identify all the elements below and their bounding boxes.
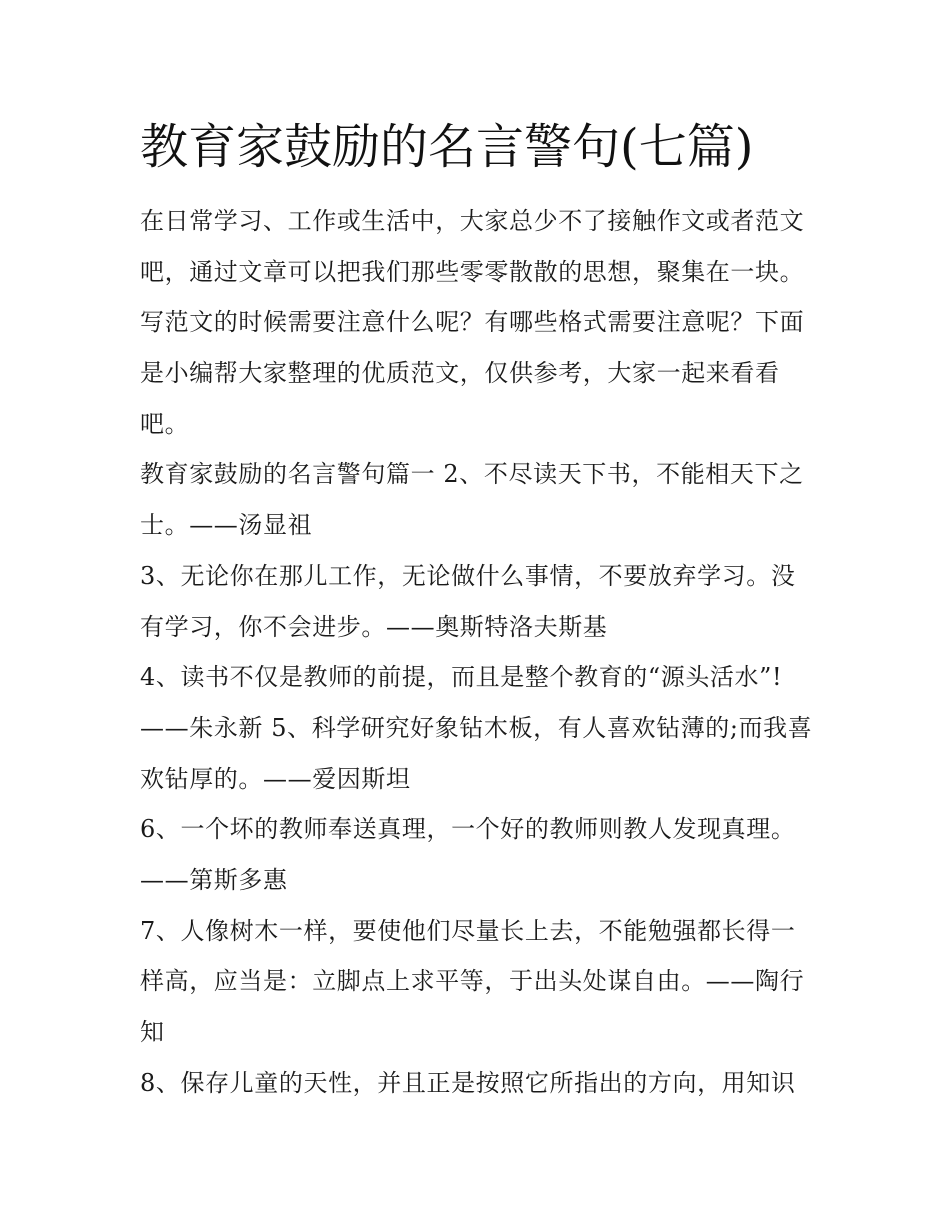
text-line: 写范文的时候需要注意什么呢？有哪些格式需要注意呢？下面 — [140, 308, 805, 337]
text-line: 是小编帮大家整理的优质范文，仅供参考，大家一起来看看 — [140, 359, 780, 388]
text-line: 有学习，你不会进步。——奥斯特洛夫斯基 — [140, 612, 608, 641]
document-body — [140, 196, 812, 1108]
text-line: 士。——汤显祖 — [140, 511, 313, 540]
text-line: 8、保存儿童的天性，并且正是按照它所指出的方向，用知识 — [140, 1068, 796, 1097]
text-line: 吧，通过文章可以把我们那些零零散散的思想，聚集在一块。 — [140, 257, 805, 286]
text-line: 知 — [140, 1018, 165, 1046]
quote-paragraph — [140, 804, 812, 905]
text-line: ——朱永新 5、科学研究好象钻木板，有人喜欢钻薄的;而我喜 — [140, 713, 813, 742]
text-line: 在日常学习、工作或生活中，大家总少不了接触作文或者范文 — [140, 207, 805, 235]
quote-paragraph — [140, 906, 812, 1058]
quote-paragraph — [140, 1058, 812, 1109]
intro-paragraph — [140, 196, 812, 449]
text-line: 7、人像树木一样，要使他们尽量长上去，不能勉强都长得一 — [140, 916, 796, 945]
text-line: 4、读书不仅是教师的前提，而且是整个教育的“源头活水”! — [140, 663, 783, 692]
text-line: 教育家鼓励的名言警句篇一 2、不尽读天下书，不能相天下之 — [140, 460, 804, 489]
page-title: 教育家鼓励的名言警句(七篇) — [140, 119, 754, 175]
text-line: 3、无论你在那儿工作，无论做什么事情，不要放弃学习。没 — [140, 561, 796, 590]
text-line: ——第斯多惠 — [140, 865, 288, 894]
text-line: 6、一个坏的教师奉送真理，一个好的教师则教人发现真理。 — [140, 815, 796, 844]
quote-paragraph — [140, 652, 812, 804]
quote-paragraph — [140, 449, 812, 550]
text-line: 吧。 — [140, 409, 190, 438]
text-line: 欢钻厚的。——爱因斯坦 — [140, 764, 411, 793]
quote-paragraph — [140, 551, 812, 652]
text-line: 样高，应当是：立脚点上求平等，于出头处谋自由。——陶行 — [140, 967, 805, 996]
